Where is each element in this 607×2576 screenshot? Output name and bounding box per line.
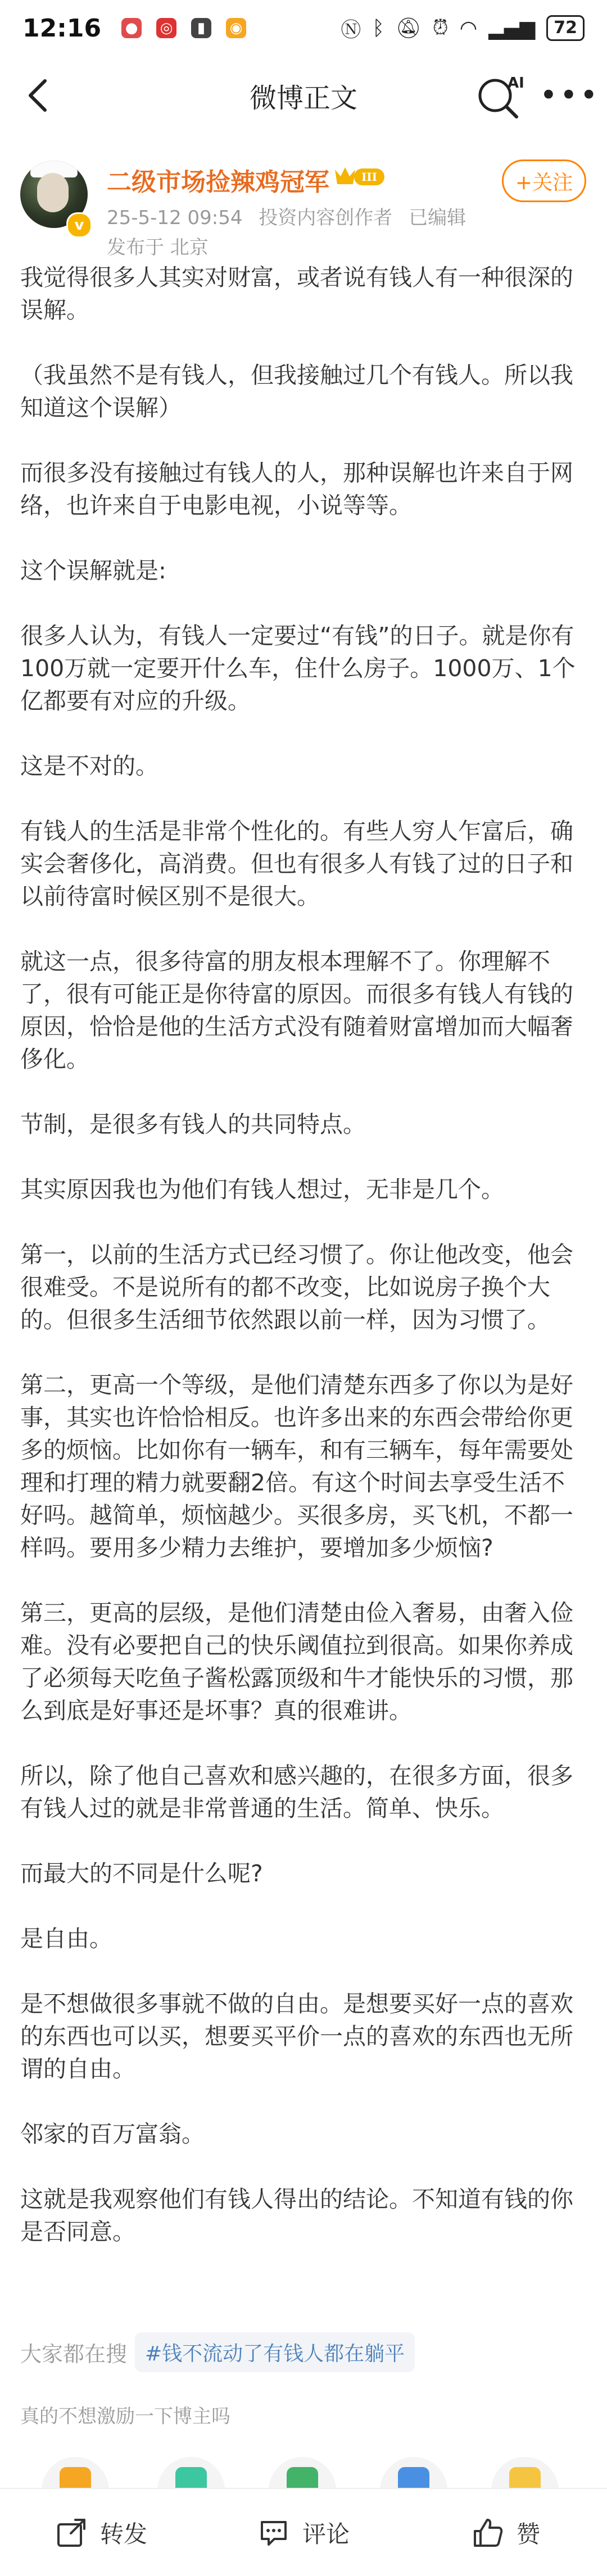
post-paragraph: 其实原因我也为他们有钱人想过，无非是几个。 <box>20 1176 504 1203</box>
wifi-icon: ◠ <box>459 16 478 40</box>
level-crown-icon <box>333 164 387 190</box>
notification-icon: ◎ <box>156 18 176 38</box>
post-date: 25-5-12 09:54 <box>107 207 243 229</box>
post-paragraph: 节制，是很多有钱人的共同特点。 <box>20 1111 366 1138</box>
bluetooth-icon: ᛒ <box>372 16 384 40</box>
post-paragraph: 邻家的百万富翁。 <box>20 2121 205 2148</box>
post-paragraph: 我觉得很多人其实对财富，或者说有钱人有一种很深的误解。 <box>20 264 573 323</box>
comment-button[interactable] <box>202 2516 405 2550</box>
post-paragraph: 第三，更高的层级，是他们清楚由俭入奢易，由奢入俭难。没有必要把自己的快乐阈值拉到很高。如果你养成了必须每天吃鱼子酱松露顶级和牛才能快乐的习惯，那么到底是好事还是坏事？真的很难讲。 <box>20 1599 573 1724</box>
post-paragraph: 而最大的不同是什么呢? <box>20 1860 263 1887</box>
comment-label: 评论 <box>302 2520 350 2548</box>
post-location: 发布于 北京 <box>107 236 209 259</box>
thumbs-up-icon <box>472 2516 504 2549</box>
post-body <box>20 261 588 2281</box>
author-name[interactable]: 二级市场捡辣鸡冠军 <box>107 168 329 197</box>
page-title: 微博正文 <box>249 82 357 114</box>
status-time: 12:16 <box>22 13 102 43</box>
weibo-icon: ◉ <box>226 18 246 38</box>
bottom-action-bar <box>0 2488 607 2576</box>
post-paragraph: 是自由。 <box>20 1925 112 1952</box>
post-paragraph: 就这一点，很多待富的朋友根本理解不了。你理解不了，很有可能正是你待富的原因。而很多有钱人有钱的原因，恰恰是他的生活方式没有随着财富增加而大幅奢侈化。 <box>20 948 573 1073</box>
author-header <box>0 152 607 259</box>
alarm-icon: ⏰︎ <box>432 16 449 39</box>
mute-icon: 🔕︎ <box>395 17 422 40</box>
repost-label: 转发 <box>99 2520 147 2548</box>
back-arrow-icon[interactable] <box>17 73 62 118</box>
trending-label: 大家都在搜 <box>20 2341 128 2367</box>
nfc-icon: Ⓝ <box>341 18 361 42</box>
post-paragraph: 这就是我观察他们有钱人得出的结论。不知道有钱的你是否同意。 <box>20 2186 573 2245</box>
trending-row <box>20 2331 415 2373</box>
post-paragraph: 很多人认为，有钱人一定要过“有钱”的日子。就是你有100万就一定要开什么车，住什么房子。1000万、1个亿都要有对应的升级。 <box>20 622 576 714</box>
ai-label: AI <box>508 75 524 92</box>
post-paragraph: 第一，以前的生活方式已经习惯了。你让他改变，他会很难受。不是说所有的都不改变，比如说房子换个大的。但很多生活细节依然跟以前一样，因为习惯了。 <box>20 1241 573 1333</box>
repost-button[interactable] <box>0 2516 202 2550</box>
follow-button[interactable]: +关注 <box>502 159 586 202</box>
reward-tip: 真的不想激励一下博主吗 <box>20 2405 230 2428</box>
post-paragraph: 而很多没有接触过有钱人的人，那种误解也许来自于网络，也许来自于电影电视，小说等等。 <box>20 459 573 519</box>
status-bar <box>0 0 607 56</box>
like-label: 赞 <box>516 2520 540 2548</box>
battery-indicator: 72 <box>546 15 585 41</box>
post-paragraph: （我虽然不是有钱人，但我接触过几个有钱人。所以我知道这个误解） <box>20 362 573 421</box>
post-meta <box>107 202 476 259</box>
verified-badge-icon: v <box>66 212 92 238</box>
comment-icon <box>257 2516 290 2549</box>
repost-icon <box>55 2516 88 2549</box>
notification-icon: ▮ <box>191 18 211 38</box>
trending-topic-link[interactable]: #钱不流动了有钱人都在躺平 <box>135 2332 415 2372</box>
notification-icon: ● <box>121 18 142 38</box>
ai-search-icon[interactable] <box>475 72 526 119</box>
signal-icon: ▂▄▆ <box>488 16 536 40</box>
post-paragraph: 这个误解就是: <box>20 557 166 584</box>
avatar-face <box>37 173 69 212</box>
more-options-icon[interactable]: ••• <box>540 77 600 113</box>
post-paragraph: 有钱人的生活是非常个性化的。有些人穷人乍富后，确实会奢侈化，高消费。但也有很多人有钱了过的日子和以前待富时候区别不是很大。 <box>20 818 573 910</box>
post-paragraph: 这是不对的。 <box>20 753 158 779</box>
post-paragraph: 第二，更高一个等级，是他们清楚东西多了你以为是好事，其实也许恰恰相反。也许多出来的东西会带给你更多的烦恼。比如你有一辆车，和有三辆车，每年需要处理和打理的精力就要翻2倍。有这个时间去享受生活不好吗。越简单，烦恼越少。买很多房，买飞机，不都一样吗。要用多少精力去维护，要增加多少烦恼? <box>20 1371 573 1561</box>
nav-bar <box>0 56 607 135</box>
post-paragraph: 所以，除了他自己喜欢和感兴趣的，在很多方面，很多有钱人过的就是非常普通的生活。简单、快乐。 <box>20 1762 573 1822</box>
author-role: 投资内容创作者 <box>259 207 393 229</box>
level-badge-text: III <box>361 170 378 184</box>
post-paragraph: 是不想做很多事就不做的自由。是想要买好一点的喜欢的东西也可以买，想要买平价一点的喜欢的东西也无所谓的自由。 <box>20 1990 573 2082</box>
like-button[interactable] <box>405 2516 607 2550</box>
edited-flag: 已编辑 <box>409 207 466 229</box>
